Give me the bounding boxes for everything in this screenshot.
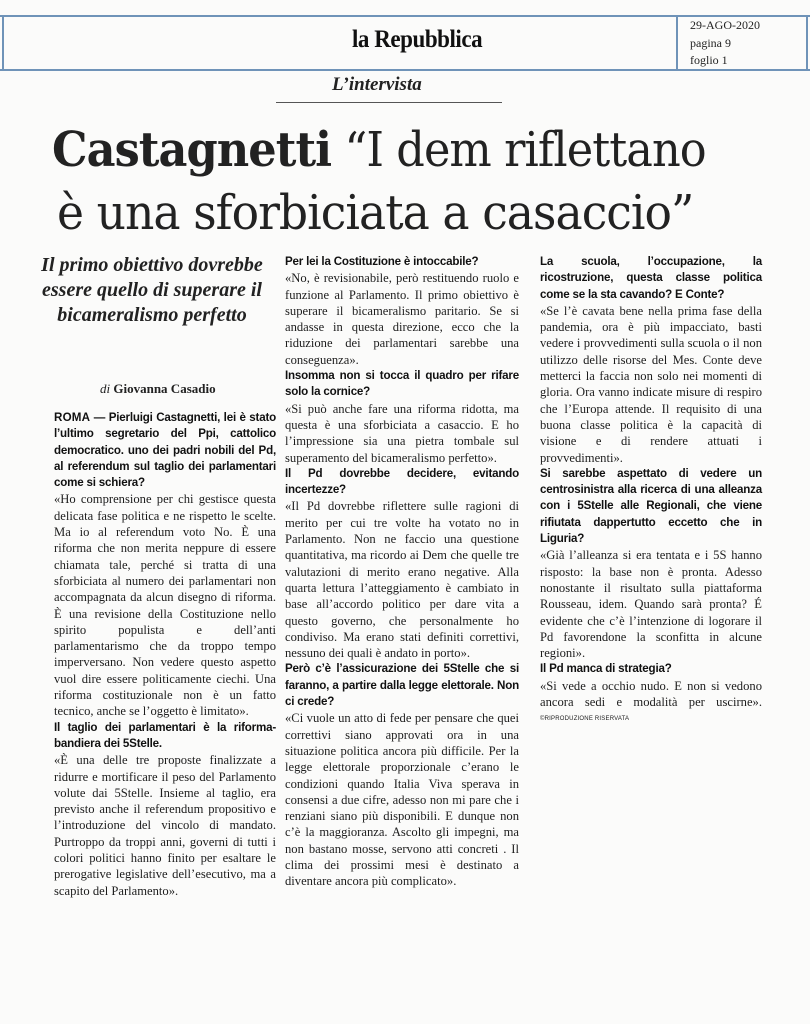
answer-9	[540, 678, 762, 728]
page-number: pagina 9	[690, 36, 731, 50]
question-8: Si sarebbe aspettato di vedere un centrosinistra alla ricerca di una alleanza con i 5Stelle alle Regionali, che viene rifiutata dappertutto eccetto che in Liguria?	[540, 466, 762, 546]
answer-2: «È una delle tre proposte finalizzate a ridurre e mortificare il peso del Parlamento volute dai 5Stelle. Insieme al taglio, era previsto anche il referendum propositivo e l’introduzione del vincolo di mandato. Purtroppo da troppi anni, governi di tutti i colori politici hanno finito per esaltare le prerogative legislative dell’esecutivo, ma a scapito del Parlamento».	[54, 753, 276, 898]
headline-line-2: è una sforbiciata a casaccio”	[57, 185, 694, 241]
article-subtitle: Il primo obiettivo dovrebbe essere quello di superare il bicameralismo perfetto	[41, 254, 263, 326]
header-frame-left-edge	[2, 15, 4, 71]
article-column-2	[285, 254, 519, 890]
answer-7: «Se l’è cavata bene nella prima fase della pandemia, ora è più impacciato, basti vedere i provvedimenti sulla scuola o il non utilizzo delle risorse del Mes. Conte deve metterci la faccia non solo nei momenti di gloria. Ora vanno indicate misure di respiro che l’Europa attende. Il requisito di una buona classe politica è la capacità di visione e di rendere attuati i provvedimenti».	[540, 303, 762, 465]
question-6: Però c’è l’assicurazione dei 5Stelle che si faranno, a partire dalla legge elettorale. Non ci crede?	[285, 662, 519, 709]
dateline-city: ROMA	[54, 411, 91, 424]
answer-1: «Ho comprensione per chi gestisce questa delicata fase politica e ne rispetto le scelte. Ma io al referendum voto No. È una riforma che non merita neppure di essere chiamata tale, perché si tratta di una sforbiciata al numero dei parlamentari non accompagnata da alcun disegno di riforma. È una revisione della Costituzione nello spirito populista e dell’anti parlamentarismo che da troppo tempo imperversano. Non vedere questo aspetto vuol dire essere politicamente ciechi. Una riforma costituzionale non è un fatto tecnico, anche se l’oggetto è limitato».	[54, 492, 276, 719]
answer-3: «No, è revisionabile, però restituendo ruolo e funzione al Parlamento. Il primo obiettivo è superare il bicameralismo paritario. Se si andasse in questa direzione, ecco che la riduzione dei parlamentari sarebbe una conseguenza».	[285, 271, 519, 367]
byline-author: Giovanna Casadio	[113, 381, 216, 396]
section-label: L’intervista	[332, 74, 422, 95]
byline	[100, 381, 216, 397]
question-2: Il taglio dei parlamentari è la riforma-bandiera dei 5Stelle.	[54, 720, 276, 750]
headline-name: Castagnetti	[52, 122, 332, 178]
answer-6: «Ci vuole un atto di fede per pensare che quei correttivi siano approvati ora in una situazione politica ancora più difficile. Per la legge elettorale proporzionale c’erano le condizioni quando Italia Viva sperava in consensi a due cifre, adesso non mi pare che i renziani siano più disponibili. E dunque non c’è la maggioranza. Ascolto gli impegni, ma non bastano mosse, servono atti concreti . Il clima dei prossimi mesi è destinato a diventare ancora più complicato».	[285, 711, 519, 889]
question-7: La scuola, l’occupazione, la ricostruzione, questa classe politica come se la sta cavando? E Conte?	[540, 255, 762, 301]
answer-9-text: «Si vede a occhio nudo. E non si vedono ancora sedi e modalità per uscirne».	[540, 678, 762, 710]
headline-line-1	[52, 122, 706, 178]
question-3: Per lei la Costituzione è intoccabile?	[285, 255, 479, 268]
section-rule	[276, 102, 502, 103]
answer-4: «Si può anche fare una riforma ridotta, ma questa è una sforbiciata a casaccio. E ho l’impressione sia una pietra tombale sul superamento del bicameralismo perfetto».	[285, 401, 519, 465]
copyright-notice: ©RIPRODUZIONE RISERVATA	[540, 716, 630, 723]
newspaper-masthead: la Repubblica	[352, 26, 483, 53]
question-4: Insomma non si tocca il quadro per rifare solo la cornice?	[285, 369, 519, 399]
answer-8: «Già l’alleanza si era tentata e i 5S hanno risposto: la base non è pronta. Adesso nonostante il risultato sulla piattaforma Rousseau, idem. Quando sarà pronta? É evidente che c’è l’intenzione di logorare il Pd favorendone la sconfitta in alcune regioni».	[540, 548, 762, 661]
article-column-3	[540, 254, 762, 728]
intro-question	[54, 410, 276, 491]
intro-question-text: — Pierluigi Castagnetti, lei è stato l’ultimo segretario del Ppi, cattolico democratico. uno dei padri nobili del Pd, al referendum sul taglio dei parlamentari come si schiera?	[54, 411, 276, 490]
sheet-number: foglio 1	[690, 53, 728, 67]
question-9: Il Pd manca di strategia?	[540, 662, 672, 676]
headline-quote-start: “I dem riflettano	[344, 122, 706, 178]
question-5: Il Pd dovrebbe decidere, evitando incertezze?	[285, 466, 519, 497]
publication-date: 29-AGO-2020	[690, 18, 760, 32]
answer-5: «Il Pd dovrebbe riflettere sulle ragioni di merito per cui tre volte ha votato no in Parlamento. Non ne faccio una questione quantitativa, ma ricordo ai Dem che quelle tre valutazioni di merito erano negative. Alla quarta lettura l’atteggiamento è cambiato in base all’accordo politico per dare vita a questo governo, che personalmente ho condiviso. Ma erano stati definiti correttivi, nessuno dei quali è andato in porto».	[285, 499, 519, 661]
byline-prefix: di	[100, 381, 111, 396]
article-column-1	[54, 410, 276, 899]
